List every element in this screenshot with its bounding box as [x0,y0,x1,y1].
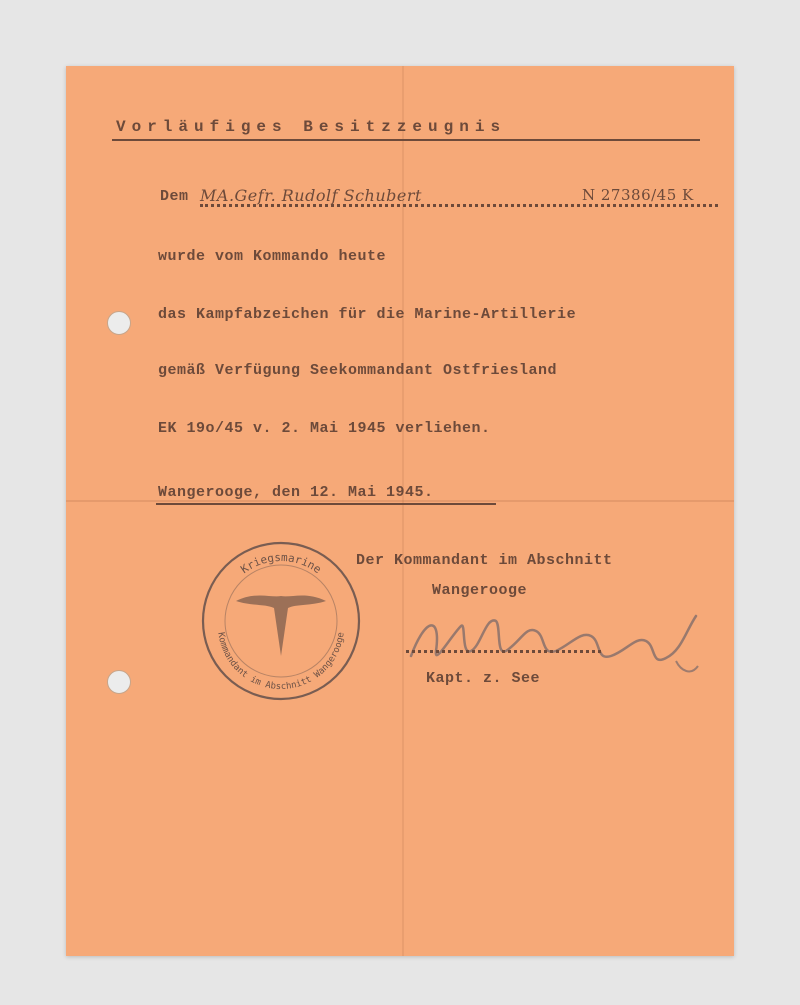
eagle-icon [236,595,326,656]
signature-rank: Kapt. z. See [426,670,541,687]
place-date: Wangerooge, den 12. Mai 1945. [158,484,434,501]
recipient-number: N 27386/45 K [582,186,694,204]
stamp-top-text: Kriegsmarine [238,550,324,577]
recipient-name: MA.Gefr. Rudolf Schubert [200,186,422,205]
punch-hole-top [107,311,131,335]
punch-hole-bottom [107,670,131,694]
recipient-prefix: Dem [160,188,189,205]
document-title: Vorläufiges Besitzzeugnis [116,118,507,136]
signature-title-line1: Der Kommandant im Abschnitt [356,552,613,569]
official-stamp [196,536,366,706]
body-line-2: das Kampfabzeichen für die Marine-Artillerie [158,306,577,323]
body-line-1: wurde vom Kommando heute [158,248,387,265]
document-paper [66,66,734,956]
recipient-dotted-line [200,204,718,207]
place-date-underline [156,503,496,505]
body-line-3: gemäß Verfügung Seekommandant Ostfriesland [158,362,558,379]
signature-dotted-line [406,650,601,653]
stamp-bottom-text: Kommandant im Abschnitt Wangerooge [215,631,347,693]
title-underline [112,139,700,141]
signature-title-line2: Wangerooge [432,582,528,599]
svg-text:Kriegsmarine [238,551,323,576]
body-line-4: EK 19o/45 v. 2. Mai 1945 verliehen. [158,420,491,437]
